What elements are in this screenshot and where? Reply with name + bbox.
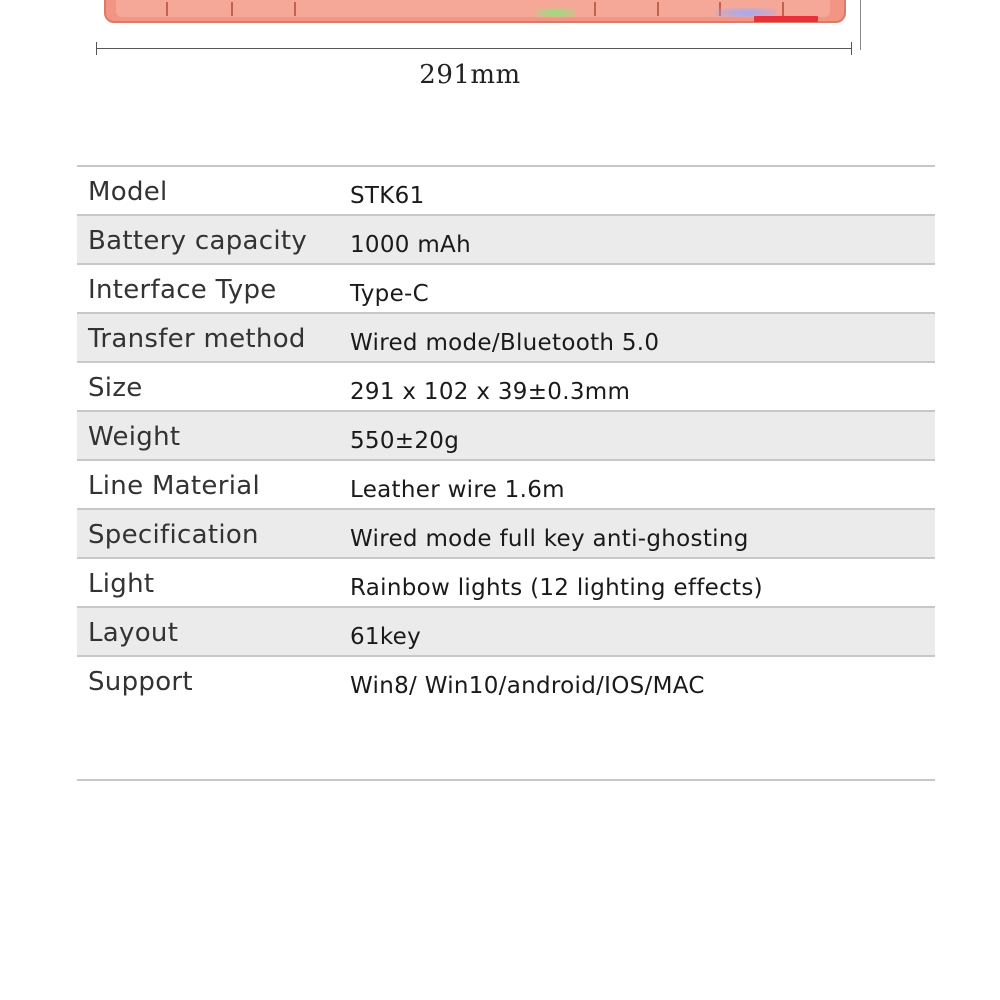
key-gap	[231, 2, 233, 16]
spec-value: 61key	[350, 624, 422, 650]
spec-label: Support	[88, 667, 193, 697]
key-gap	[294, 2, 296, 16]
spec-row-transfer	[77, 314, 935, 363]
spec-label: Specification	[88, 520, 259, 550]
spec-value: Rainbow lights (12 lighting effects)	[350, 575, 763, 601]
spec-label: Battery capacity	[88, 226, 308, 256]
spec-value: Type-C	[350, 281, 429, 307]
spec-label: Light	[88, 569, 155, 599]
rgb-glow-green	[536, 8, 576, 18]
key-gap	[782, 2, 784, 16]
table-bottom-rule	[77, 779, 935, 781]
dimension-tick-right	[851, 42, 852, 55]
spec-value: Win8/ Win10/android/IOS/MAC	[350, 673, 705, 699]
key-gap	[166, 2, 168, 16]
spec-row-support	[77, 657, 935, 721]
spec-label: Transfer method	[88, 324, 306, 354]
spec-value: 1000 mAh	[350, 232, 471, 258]
keyboard-image	[104, 0, 846, 23]
red-led-bar	[754, 16, 818, 22]
spec-row-interface	[77, 265, 935, 314]
spec-row-size	[77, 363, 935, 412]
key-gap	[657, 2, 659, 16]
spec-row-light	[77, 559, 935, 608]
spec-value: 291 x 102 x 39±0.3mm	[350, 379, 631, 405]
spec-row-model	[77, 167, 935, 216]
spec-value: STK61	[350, 183, 425, 209]
spec-row-battery	[77, 216, 935, 265]
spec-label: Weight	[88, 422, 181, 452]
spec-label: Size	[88, 373, 143, 403]
spec-row-layout	[77, 608, 935, 657]
dimension-vertical-line	[860, 0, 861, 50]
spec-value: Leather wire 1.6m	[350, 477, 565, 503]
spec-value: Wired mode full key anti-ghosting	[350, 526, 749, 552]
spec-row-line-material	[77, 461, 935, 510]
spec-row-specification	[77, 510, 935, 559]
dimension-line	[96, 48, 852, 49]
spec-label: Interface Type	[88, 275, 277, 305]
spec-label: Model	[88, 177, 168, 207]
dimension-width-label: 291mm	[419, 60, 521, 90]
spec-value: Wired mode/Bluetooth 5.0	[350, 330, 660, 356]
spec-table	[77, 165, 935, 721]
spec-value: 550±20g	[350, 428, 460, 454]
keyboard-keys	[116, 0, 830, 17]
spec-label: Layout	[88, 618, 179, 648]
key-gap	[594, 2, 596, 16]
spec-label: Line Material	[88, 471, 260, 501]
spec-row-weight	[77, 412, 935, 461]
